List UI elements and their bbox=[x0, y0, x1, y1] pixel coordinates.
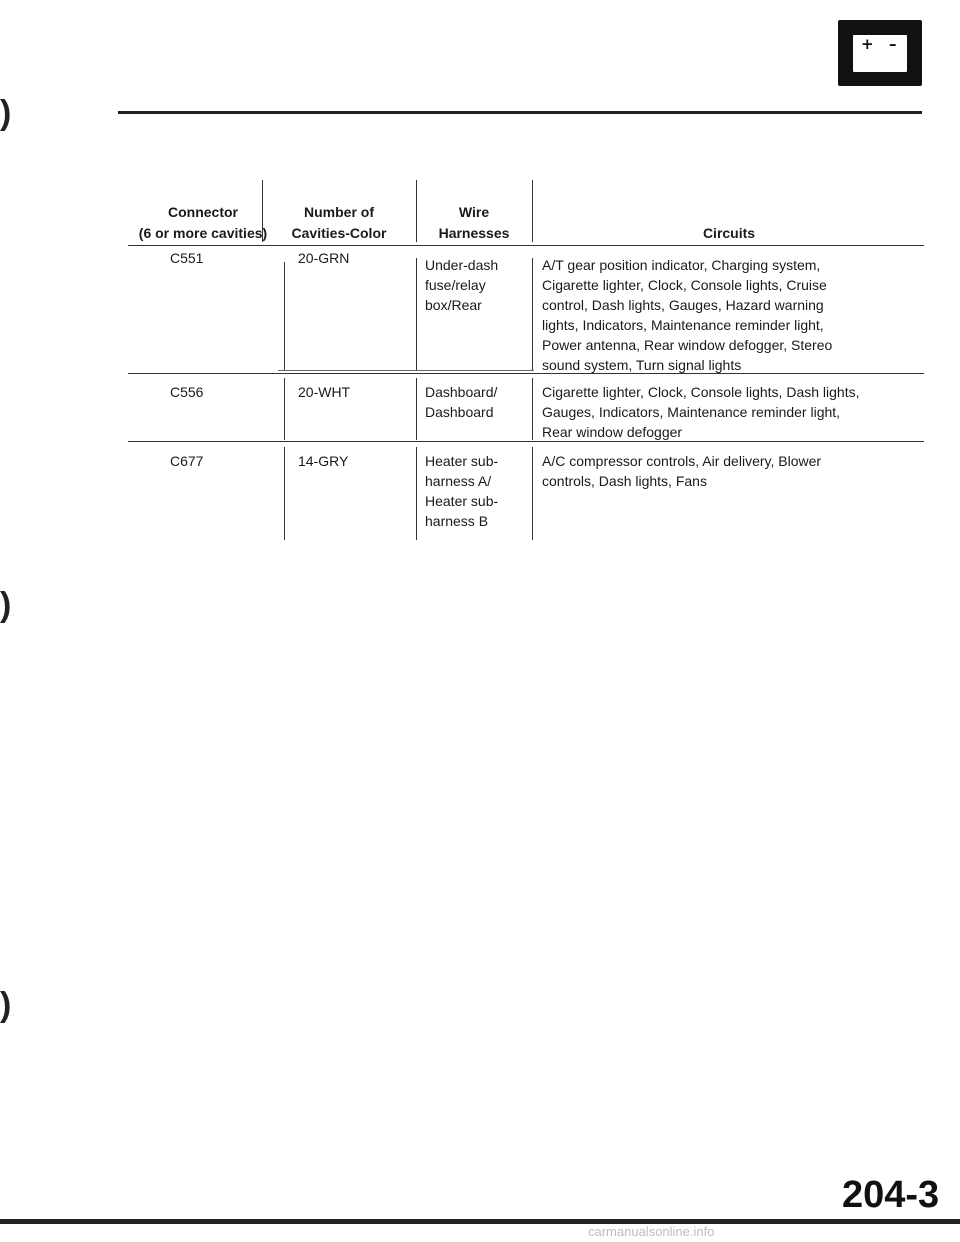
row-separator bbox=[128, 441, 924, 442]
harness-line: Heater sub- bbox=[425, 453, 499, 469]
circuit-line: Rear window defogger bbox=[542, 424, 683, 440]
row-divider-1 bbox=[284, 447, 285, 540]
row-divider-3 bbox=[532, 258, 533, 370]
binding-mark-top: ) bbox=[0, 94, 12, 132]
battery-icon bbox=[838, 20, 922, 86]
watermark-text: carmanualsonline.info bbox=[588, 1224, 715, 1239]
connector-id: C556 bbox=[170, 384, 204, 400]
header-bottom-rule bbox=[128, 245, 924, 246]
circuit-line: lights, Indicators, Maintenance reminder light, bbox=[542, 317, 824, 333]
circuit-line: A/C compressor controls, Air delivery, Blower bbox=[542, 453, 822, 469]
harness-line: harness B bbox=[425, 513, 489, 529]
row-separator bbox=[128, 373, 924, 374]
header-connector-line2: (6 or more cavities) bbox=[138, 225, 268, 241]
harness-line: harness A/ bbox=[425, 473, 492, 489]
circuit-line: Cigarette lighter, Clock, Console lights, Cruise bbox=[542, 277, 827, 293]
harness-line: box/Rear bbox=[425, 297, 482, 313]
row-divider-2 bbox=[416, 258, 417, 370]
circuit-line: Gauges, Indicators, Maintenance reminder light, bbox=[542, 404, 841, 420]
row-divider-1 bbox=[284, 262, 285, 370]
harness-line: Heater sub- bbox=[425, 493, 499, 509]
harness-line: fuse/relay bbox=[425, 277, 486, 293]
cavities-color: 20-GRN bbox=[298, 250, 350, 266]
header-connector-line1: Connector bbox=[168, 204, 238, 220]
row-divider-3 bbox=[532, 378, 533, 440]
harness-line: Dashboard bbox=[425, 404, 494, 420]
harness-line: Under-dash bbox=[425, 257, 499, 273]
header-cavities-line1: Number of bbox=[304, 204, 374, 220]
connector-id: C677 bbox=[170, 453, 204, 469]
header-circuits: Circuits bbox=[702, 225, 756, 241]
minus-symbol: – bbox=[889, 35, 897, 53]
page-number: 204-3 bbox=[842, 1174, 940, 1216]
battery-face bbox=[853, 35, 907, 72]
header-harnesses-line1: Wire bbox=[458, 204, 490, 220]
row-divider-1 bbox=[284, 378, 285, 440]
header-divider-3 bbox=[532, 180, 533, 242]
cavities-color: 20-WHT bbox=[298, 384, 351, 400]
row-divider-3 bbox=[532, 447, 533, 540]
row-divider-2 bbox=[416, 378, 417, 440]
circuit-line: control, Dash lights, Gauges, Hazard warning bbox=[542, 297, 824, 313]
footer-rule bbox=[0, 1219, 960, 1224]
binding-mark-bottom: ) bbox=[0, 986, 12, 1024]
connector-id: C551 bbox=[170, 250, 204, 266]
circuit-line: Cigarette lighter, Clock, Console lights, Dash lights, bbox=[542, 384, 860, 400]
plus-symbol: + bbox=[861, 35, 874, 53]
circuit-line: Power antenna, Rear window defogger, Stereo bbox=[542, 337, 833, 353]
circuit-line: controls, Dash lights, Fans bbox=[542, 473, 707, 489]
circuit-line: sound system, Turn signal lights bbox=[542, 357, 742, 373]
cavities-color: 14-GRY bbox=[298, 453, 349, 469]
header-harnesses-line2: Harnesses bbox=[438, 225, 510, 241]
row-separator-thin bbox=[278, 370, 534, 371]
header-rule bbox=[118, 111, 922, 114]
row-divider-2 bbox=[416, 447, 417, 540]
header-divider-2 bbox=[416, 180, 417, 242]
harness-line: Dashboard/ bbox=[425, 384, 498, 400]
binding-mark-middle: ) bbox=[0, 586, 12, 624]
header-cavities-line2: Cavities-Color bbox=[291, 225, 387, 241]
circuit-line: A/T gear position indicator, Charging system, bbox=[542, 257, 821, 273]
